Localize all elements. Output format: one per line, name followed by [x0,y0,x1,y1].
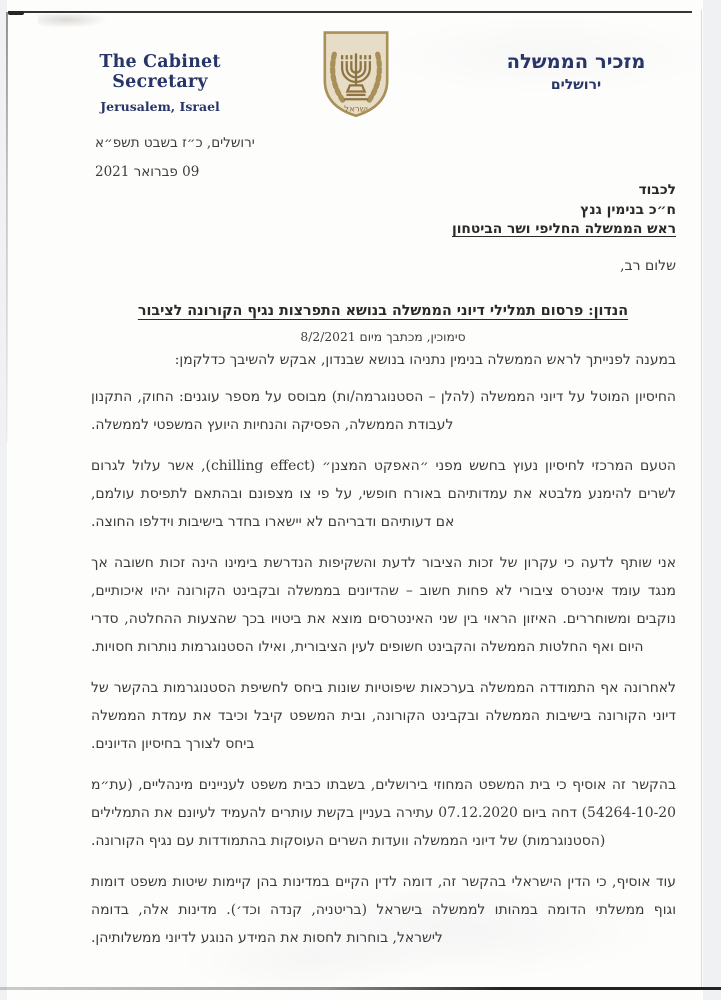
subject-line: הנדון: פרסום תמלילי דיוני הממשלה בנושא התפרצות נגיף הקורונה לציבור [137,303,629,319]
recipient-name: ח״כ בנימין גנץ [580,201,676,218]
date-block [95,129,255,187]
letter-paragraph: הטעם המרכזי לחיסיון נעוץ בחשש מפני ״האפקט המצנן״ (chilling effect), אשר עלול לגרום לשרים להימנע מלבטא את עמדותיהם באורח חופשי, על פי צו מצפונם ובהתאם לתפיסת עולמם, אם דעותיהם ודבריהם לא יישארו בחדר בישיבות וידלפו החוצה. [91,458,676,530]
paper-right-edge [701,10,702,988]
recipient-title: ראש הממשלה החליפי ושר הביטחון [451,221,676,237]
letterhead-english-title: The Cabinet Secretary [99,52,221,92]
subject-block [90,303,676,344]
israel-state-emblem-icon [317,28,395,122]
letterhead-hebrew-title: מזכיר הממשלה [506,50,646,73]
scan-left-edge [6,12,8,442]
scan-smudge [38,14,108,28]
letter-paragraph: לאחרונה אף התמודדה הממשלה בערכאות שיפוטיות שונות ביחס לחשיפת הסטנוגרמות בהקשר של דיוני הקורונה בישיבות הממשלה ובקבינט הקורונה, ובית המשפט קיבל וכיבד את עמדת הממשלה ביחס לצורך בחיסיון הדיונים. [91,680,676,752]
scan-top-edge [8,11,692,13]
letter-paragraph: אני שותף לדעה כי עקרון של זכות הציבור לדעת והשקיפות הנדרשת בימינו הינה זכות חשובה אך מנגד עומד אינטרס ציבורי לא פחות חשוב – שהדיונים בממשלה ובקבינט הקורונה יהיו איכותיים, נוקבים ומשוחררים. האיזון הראוי בין שני האינטרסים מוצא את ביטויו בכך שהצעות ההחלטה, סדרי היום ואף החלטות הממשלה והקבינט חשופים לעין הציבורית, ואילו הסטנוגרמות נותרות חסויות. [91,555,676,655]
letter-paragraph: החיסיון המוטל על דיוני הממשלה (להלן – הסטנוגרמה/ות) מבוסס על מספר עוגנים: החוק, התקנון לעבודת הממשלה, הפסיקה והנחיות היועץ המשפטי לממשלה. [91,389,676,433]
letter-paragraph: בהקשר זה אוסיף כי בית המשפט המחוזי בירושלים, בשבתו כבית משפט לעניינים מינהליים, (עת״מ 54264-10-20) דחה ביום 07.12.2020 עתירה בעניין בקשת עותרים להעמיד לעיונם את התמלילים (הסטנוגרמות) של דיוני הממשלה וועדות השרים העוסקות בהתמודדות עם נגיף הקורונה. [91,777,676,849]
scan-bottom-edge [0,987,721,990]
reference-line: סימוכין, מכתבך מיום 8/2/2021 [300,330,466,344]
scan-top-corner [8,11,24,15]
recipient-block [452,181,676,240]
letterhead-english-subtitle: Jerusalem, Israel [100,99,220,114]
letterhead-hebrew-subtitle: ירושלים [550,77,602,93]
letter-paragraph: עוד אוסיף, כי הדין הישראלי בהקשר זה, דומה לדין הקיים במדינות בהן קיימות שיטות משפט דומות וגוף ממשלתי הדומה במהותו לממשלה בישראל (בריטניה, קנדה וכד׳). מדינות אלה, בדומה לישראל, בוחרות לחסות את המידע הנוגע לדיוני ממשלותיהן. [91,874,676,946]
recipient-salutation: לכבוד [638,182,676,198]
hebrew-date: ירושלים, כ״ז בשבט תשפ״א [95,135,255,151]
gregorian-date: 09 פברואר 2021 [95,164,200,180]
letterhead-hebrew [486,50,666,93]
letterhead-english [54,52,266,114]
greeting: שלום רב, [620,258,676,274]
emblem-caption: ישראל [344,104,368,115]
opening-line: במענה לפנייתך לראש הממשלה בנימין נתניהו בנושא שבנדון, אבקש להשיבך כדלקמן: [174,352,676,368]
letter-body [91,346,676,965]
